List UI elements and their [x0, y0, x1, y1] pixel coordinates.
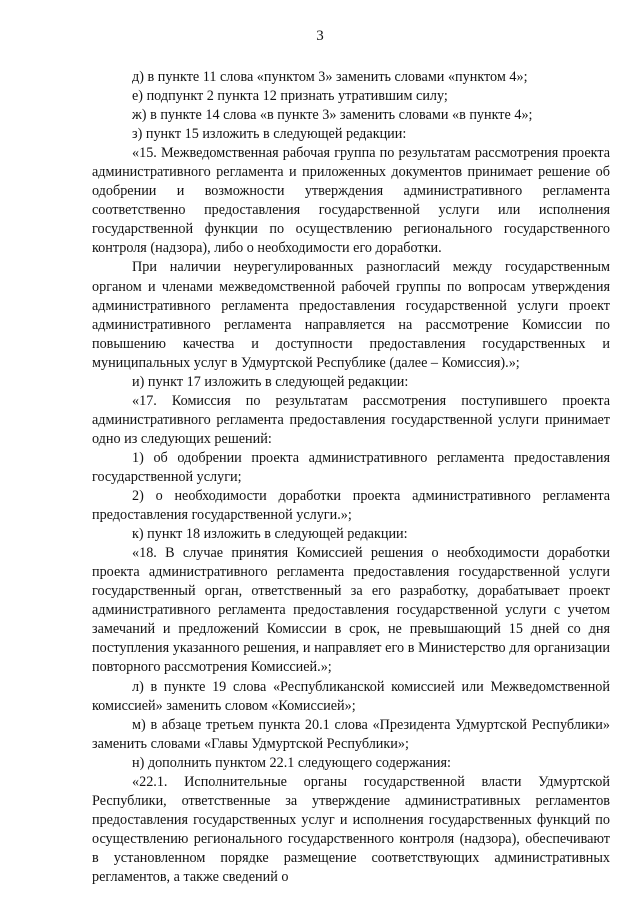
paragraph-item-22-1: «22.1. Исполнительные органы государственной власти Удмуртской Республики, ответственные за утверждение административных регламентов предоставления государственных услуг и исполнения государственных функций по осуществлению регионального государственного контроля (надзора), обеспечивают в установленном порядке размещение соответствующих административных регламентов, а также сведений о — [92, 773, 610, 885]
paragraph-i: и) пункт 17 изложить в следующей редакции: — [132, 373, 409, 390]
paragraph-e: е) подпункт 2 пункта 12 признать утратившим силу; — [132, 88, 448, 105]
document-body — [92, 68, 610, 887]
paragraph-d: д) в пункте 11 слова «пунктом 3» заменить словами «пунктом 4»; — [132, 69, 528, 85]
paragraph-k: к) пункт 18 изложить в следующей редакции: — [132, 526, 408, 543]
paragraph-m: м) в абзаце третьем пункта 20.1 слова «Президента Удмуртской Республики» заменить словами «Главы Удмуртской Республики»; — [92, 716, 610, 752]
paragraph-zh: ж) в пункте 14 слова «в пункте 3» заменить словами «в пункте 4»; — [132, 107, 533, 124]
paragraph-item-17: «17. Комиссия по результатам рассмотрения поступившего проекта административного регламента предоставления государственной услуги принимает одно из следующих решений: — [92, 392, 610, 447]
paragraph-n: н) дополнить пунктом 22.1 следующего содержания: — [132, 754, 451, 771]
page-number: 3 — [316, 28, 324, 44]
paragraph-item-18: «18. В случае принятия Комиссией решения о необходимости доработки проекта административного регламента предоставления государственной услуги государственный орган, ответственный за его разработку, дорабатывает проект административного регламента предоставления государственной услуги с учетом замечаний и предложений Комиссии в срок, не превышающий 15 дней со дня поступления указанного решения, и направляет его в Министерство для организации повторного рассмотрения Комиссией.»; — [92, 545, 610, 676]
paragraph-item-17-option-1: 1) об одобрении проекта административного регламента предоставления государственной услуги; — [92, 449, 610, 485]
paragraph-item-15-disagreements: При наличии неурегулированных разногласий между государственным органом и членами межведомственной рабочей группы по вопросам утверждения административного регламента предоставления государственной услуги проект административного регламента направляется на рассмотрение Комиссии по повышению качества и доступности предоставления государственных и муниципальных услуг в Удмуртской Республике (далее – Комиссия).»; — [92, 259, 610, 371]
paragraph-l: л) в пункте 19 слова «Республиканской комиссией или Межведомственной комиссией» заменить словом «Комиссией»; — [92, 678, 610, 714]
paragraph-item-15: «15. Межведомственная рабочая группа по результатам рассмотрения проекта административного регламента и приложенных документов принимает решение об одобрении и возможности утверждения административного регламента соответственно предоставления государственной услуги или исполнения государственной функции по осуществлению регионального государственного контроля (надзора), либо о необходимости его доработки. — [92, 145, 610, 257]
paragraph-z: з) пункт 15 изложить в следующей редакции: — [132, 126, 407, 143]
paragraph-item-17-option-2: 2) о необходимости доработки проекта административного регламента предоставления государственной услуги.»; — [92, 488, 610, 524]
